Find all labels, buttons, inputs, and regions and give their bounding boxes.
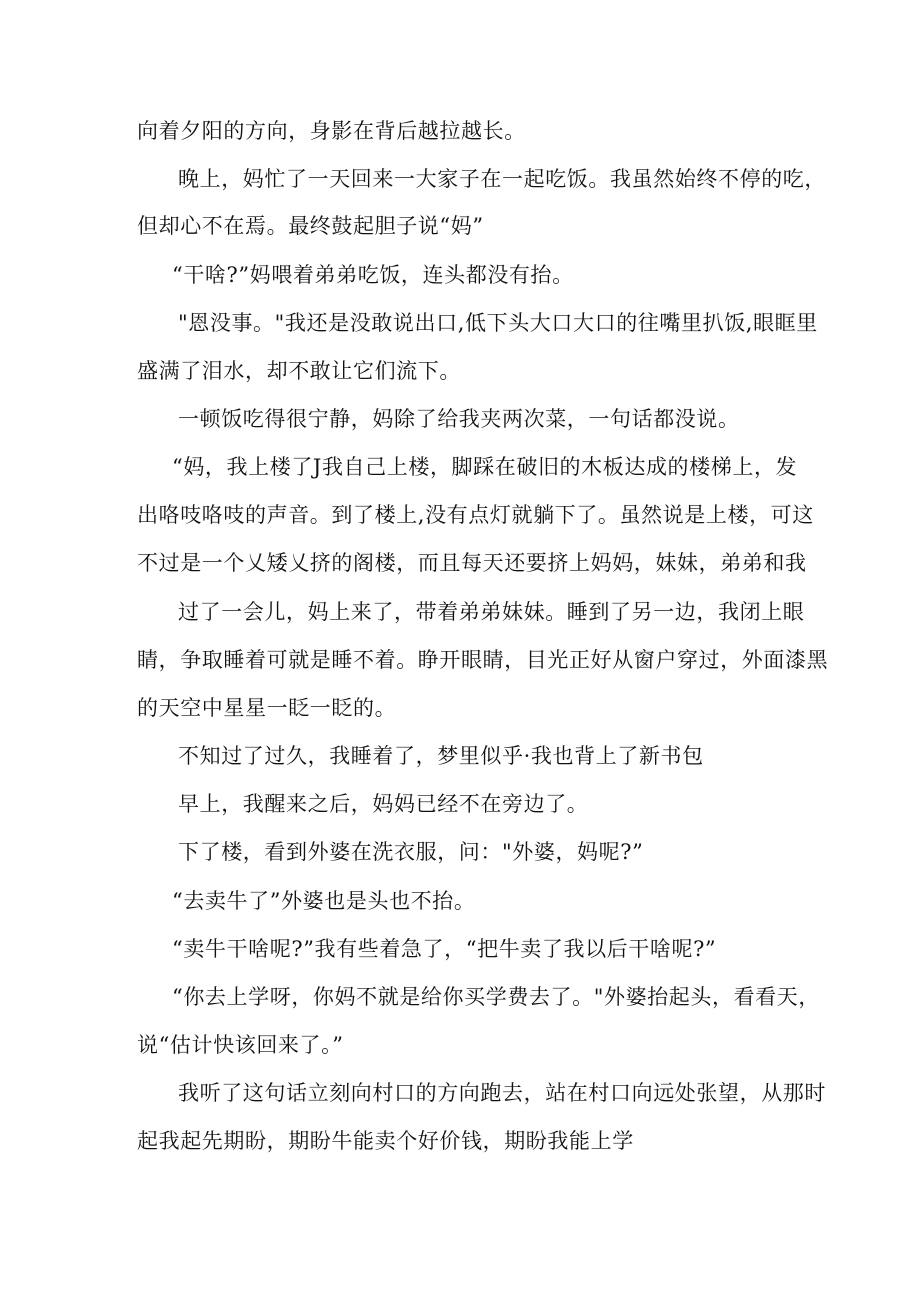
- text-line: 下了楼，看到外婆在洗衣服，问："外婆，妈呢?”: [178, 840, 644, 864]
- text-line: 盛满了泪水，却不敢让它们流下。: [137, 359, 461, 383]
- text-line: 向着夕阳的方向，身影在背后越拉越长。: [137, 119, 526, 143]
- text-line: 晚上，妈忙了一天回来一大家子在一起吃饭。我虽然始终不停的吃，: [178, 167, 826, 191]
- text-line: “你去上学呀，你妈不就是给你买学费去了。"外婆抬起头，看看天，: [172, 985, 820, 1009]
- text-line: 但却心不在焉。最终鼓起胆子说“妈”: [137, 214, 484, 238]
- text-line: 不过是一个乂矮乂挤的阁楼，而且每天还要挤上妈妈，妹妹，弟弟和我: [137, 551, 807, 575]
- text-line: "恩没事。"我还是没敢说出口,低下头大口大口的往嘴里扒饭,眼眶里: [178, 311, 818, 335]
- text-line: “妈，我上楼了J我自己上楼，脚踩在破旧的木板达成的楼梯上，发: [172, 455, 798, 479]
- text-line: “干啥?”妈喂着弟弟吃饭，连头都没有抬。: [172, 263, 574, 287]
- text-line: 我听了这句话立刻向村口的方向跑去，站在村口向远处张望，从那时: [178, 1081, 826, 1105]
- text-line: 不知过了过久，我睡着了，梦里似乎·我也背上了新书包: [178, 744, 704, 768]
- text-line: 起我起先期盼，期盼牛能卖个好价钱，期盼我能上学: [137, 1129, 634, 1153]
- text-line: “去卖牛了”外婆也是头也不抬。: [172, 889, 476, 913]
- text-line: 早上，我醒来之后，妈妈已经不在旁边了。: [178, 792, 589, 816]
- text-line: 出咯吱咯吱的声音。到了楼上,没有点灯就躺下了。虽然说是上楼，可这: [137, 503, 814, 527]
- text-line: 说“估计快该回来了。”: [137, 1033, 344, 1057]
- text-line: 一顿饭吃得很宁静，妈除了给我夹两次菜，一句话都没说。: [178, 407, 740, 431]
- text-line: 过了一会儿，妈上来了，带着弟弟妹妹。睡到了另一边，我闭上眼: [178, 600, 805, 624]
- text-line: 的天空中星星一眨一眨的。: [137, 696, 397, 720]
- text-line: “卖牛干啥呢?”我有些着急了，“把牛卖了我以后干啥呢?”: [172, 937, 717, 961]
- text-line: 睛，争取睡着可就是睡不着。睁开眼睛，目光正好从窗户穿过，外面漆黑: [137, 648, 829, 672]
